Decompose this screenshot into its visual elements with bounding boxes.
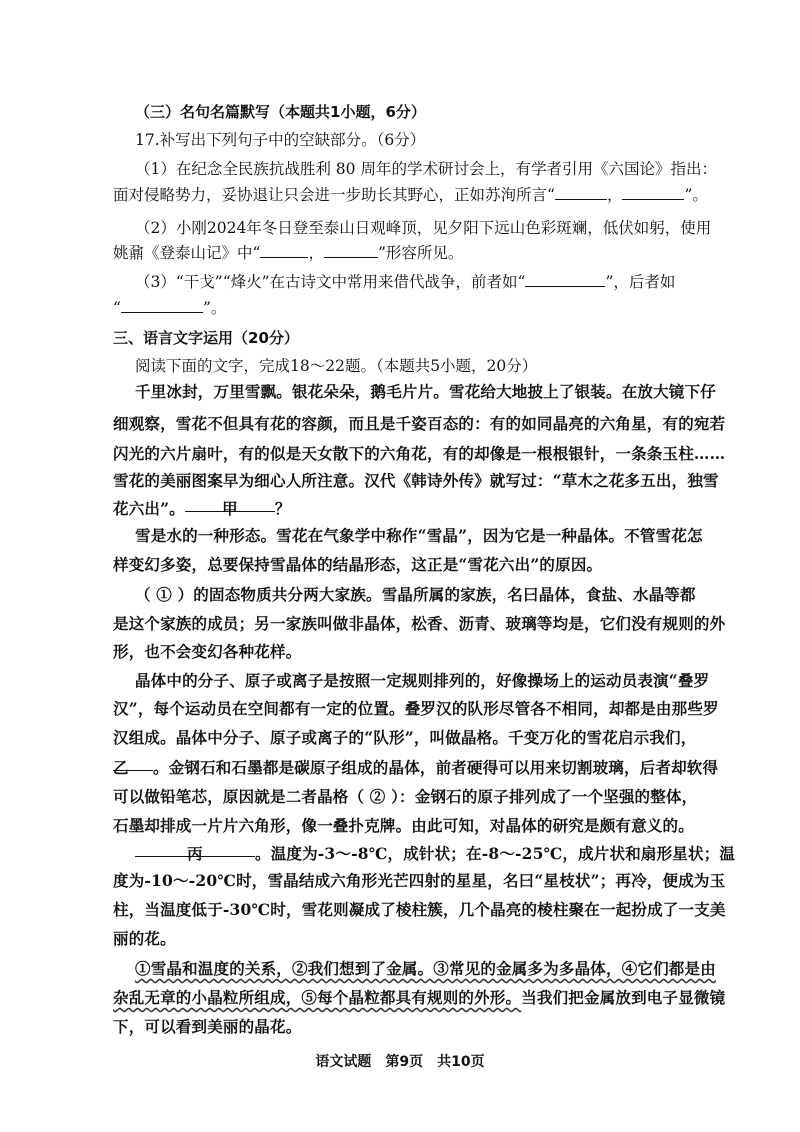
passage-text: 。温度为-3～-8℃，成针状；在-8～-25℃，成片状和扇形星状；温 [255, 844, 736, 863]
passage-line: 细观察，雪花不但具有花的容颜，而且是千姿百态的：有的如同晶亮的六角星，有的宛若 [113, 414, 726, 433]
passage-line: 闪光的六片扇叶，有的似是天女散下的六角花，有的却像是一根根银针，一条条玉柱…… [113, 444, 726, 463]
q17-2-close: ”形容所见。 [377, 244, 464, 262]
q17-3-line1 [135, 270, 675, 292]
wavy-underlined-text: 杂乱无章的小晶粒所组成，⑤每个晶粒都具有规则的外形。 [113, 988, 522, 1007]
passage-line: 是这个家族的成员；另一家族叫做非晶体，松香、沥青、玻璃等均是，它们没有规则的外 [113, 614, 726, 633]
blank-bing[interactable]: 丙 [135, 842, 255, 857]
q17-3-close: ”。 [202, 299, 227, 317]
q17-2-blank-a[interactable] [260, 243, 308, 258]
q17-1-blank-a[interactable] [555, 185, 607, 200]
passage-line: 汉组成。晶体中分子、原子或离子的“队形”，叫做晶格。千变万化的雪花启示我们， [113, 728, 697, 747]
q17-1-text: 面对侵略势力，妥协退让只会进一步助长其野心，正如苏洵所言“ [113, 186, 555, 204]
q17-2-text: 姚鼐《登泰山记》中“ [113, 244, 261, 262]
blank-jia[interactable]: 甲 [185, 497, 275, 512]
q17-3-text: （3）“干戈”“烽火”在古诗文中常用来借代战争，前者如“ [135, 273, 526, 291]
question-17-stem: 17.补写出下列句子中的空缺部分。（6分） [135, 131, 426, 149]
passage-line [113, 986, 725, 1008]
passage-line: 雪花的美丽图案早为细心人所注意。汉代《韩诗外传》就写过：“草木之花多五出，独雪 [113, 471, 719, 490]
q17-1-line1: （1）在纪念全民族抗战胜利 80 周年的学术研讨会上，有学者引用《六国论》指出： [135, 160, 717, 178]
passage-line [113, 497, 291, 519]
section-heading-language: 三、语言文字运用（20分） [113, 329, 299, 347]
q17-2-line2 [113, 241, 463, 263]
q17-2-blank-b[interactable] [324, 243, 378, 258]
passage-line: 丽的花。 [113, 929, 176, 948]
wavy-underlined-text: ①雪晶和温度的关系，②我们想到了金属。③常见的金属多为多晶体，④它们都是由 [135, 959, 716, 978]
question-mark: ？ [274, 499, 291, 518]
blank-yi[interactable]: 乙 [113, 756, 153, 771]
passage-line: （ ① ）的固态物质共分两大家族。雪晶所属的家族，名曰晶体，食盐、水晶等都 [135, 585, 696, 604]
q17-3-line2 [113, 296, 226, 318]
passage-line: 汉”，每个运动员在空间都有一定的位置。叠罗汉的队形尽管各不相同，却都是由那些罗 [113, 699, 719, 718]
q17-1-blank-b[interactable] [622, 185, 684, 200]
passage-line [113, 756, 718, 778]
passage-line: 可以做铅笔芯，原因就是二者晶格（ ② ）：金钢石的原子排列成了一个坚强的整体， [113, 787, 698, 806]
section-heading-poetry: （三）名句名篇默写（本题共1小题，6分） [135, 103, 426, 121]
passage-line: 度为-10～-20℃时，雪晶结成六角形光芒四射的星星，名曰“星枝状”；再冷，便成为玉 [113, 871, 726, 890]
passage-text: 当我们把金属放到电子显微镜 [521, 988, 726, 1007]
passage-line: 样变幻多姿，总要保持雪晶体的结晶形态，这正是“雪花六出”的原因。 [113, 555, 603, 574]
comma: ， [308, 244, 324, 262]
reading-intro: 阅读下面的文字，完成18～22题。（本题共5小题，20分） [135, 357, 538, 375]
q17-3-mid: ”，后者如 [605, 273, 676, 291]
passage-line: 石墨却排成一片片六角形，像一叠扑克牌。由此可知，对晶体的研究是颇有意义的。 [113, 816, 694, 835]
q17-3-open: “ [113, 299, 121, 317]
passage-line: 下，可以看到美丽的晶花。 [113, 1017, 302, 1036]
passage-line: 雪是水的一种形态。雪花在气象学中称作“雪晶”，因为它是一种晶体。不管雪花怎 [135, 526, 703, 545]
page-footer: 语文试题 第9页 共10页 [315, 1054, 485, 1070]
q17-1-line2 [113, 183, 708, 205]
passage-line: 千里冰封，万里雪飘。银花朵朵，鹅毛片片。雪花给大地披上了银装。在放大镜下仔 [135, 382, 716, 401]
passage-line [135, 842, 735, 864]
passage-line: 形，也不会变幻各种花样。 [113, 642, 302, 661]
passage-text: 。金钢石和石墨都是碳原子组成的晶体，前者硬得可以用来切割玻璃，后者却软得 [153, 758, 719, 777]
passage-line: 柱，当温度低于-30℃时，雪花则凝成了棱柱簇，几个晶亮的棱柱聚在一起扮成了一支美 [113, 900, 726, 919]
passage-line [135, 957, 716, 979]
q17-3-blank-b[interactable] [121, 298, 203, 313]
passage-line: 晶体中的分子、原子或离子是按照一定规则排列的，好像操场上的运动员表演“叠罗 [135, 671, 710, 690]
q17-2-line1: （2）小刚2024年冬日登至泰山日观峰顶，见夕阳下远山色彩斑斓，低伏如躬，使用 [135, 219, 712, 237]
passage-text: 花六出”。 [113, 499, 185, 518]
q17-1-close: ”。 [684, 186, 708, 204]
comma: ， [606, 186, 623, 204]
q17-3-blank-a[interactable] [525, 272, 605, 287]
